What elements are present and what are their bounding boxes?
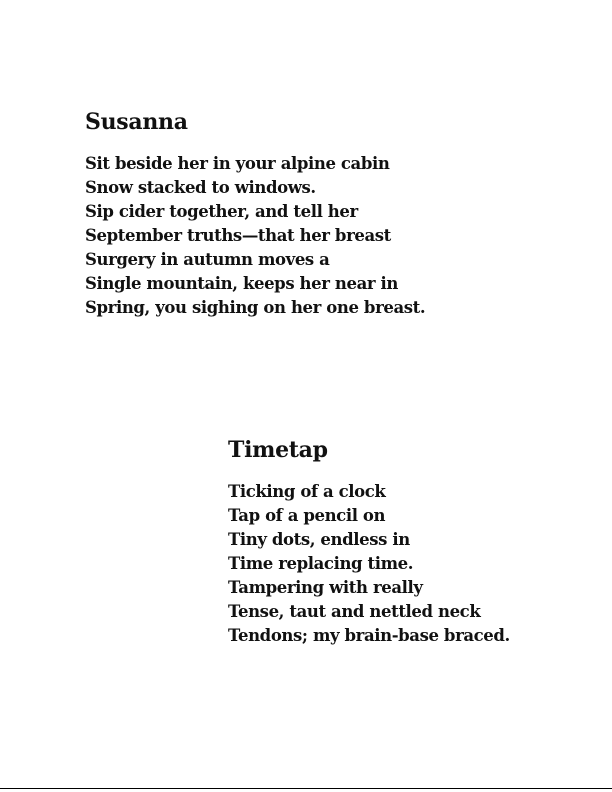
poem-line: Tendons; my brain-base braced. — [228, 626, 510, 645]
poem-lines — [85, 152, 505, 320]
poem-line: Tap of a pencil on — [228, 506, 386, 525]
poem-susanna — [85, 108, 505, 320]
poem-line: Ticking of a clock — [228, 482, 386, 501]
poem-line: Tiny dots, endless in — [228, 530, 410, 549]
poem-lines — [228, 480, 588, 648]
poem-line: Tense, taut and nettled neck — [228, 602, 481, 621]
poem-line: Tampering with really — [228, 578, 423, 597]
poem-line: Time replacing time. — [228, 554, 414, 573]
poem-line: Surgery in autumn moves a — [85, 250, 330, 269]
poem-line: Sip cider together, and tell her — [85, 202, 358, 221]
poem-line: Spring, you sighing on her one breast. — [85, 298, 426, 317]
poem-line: September truths—that her breast — [85, 226, 391, 245]
poem-title: Timetap — [228, 437, 328, 463]
poem-timetap — [228, 436, 588, 648]
poem-line: Snow stacked to windows. — [85, 178, 316, 197]
poem-line: Single mountain, keeps her near in — [85, 274, 398, 293]
poem-line: Sit beside her in your alpine cabin — [85, 154, 390, 173]
bottom-rule — [0, 788, 612, 789]
poem-title: Susanna — [85, 109, 188, 135]
